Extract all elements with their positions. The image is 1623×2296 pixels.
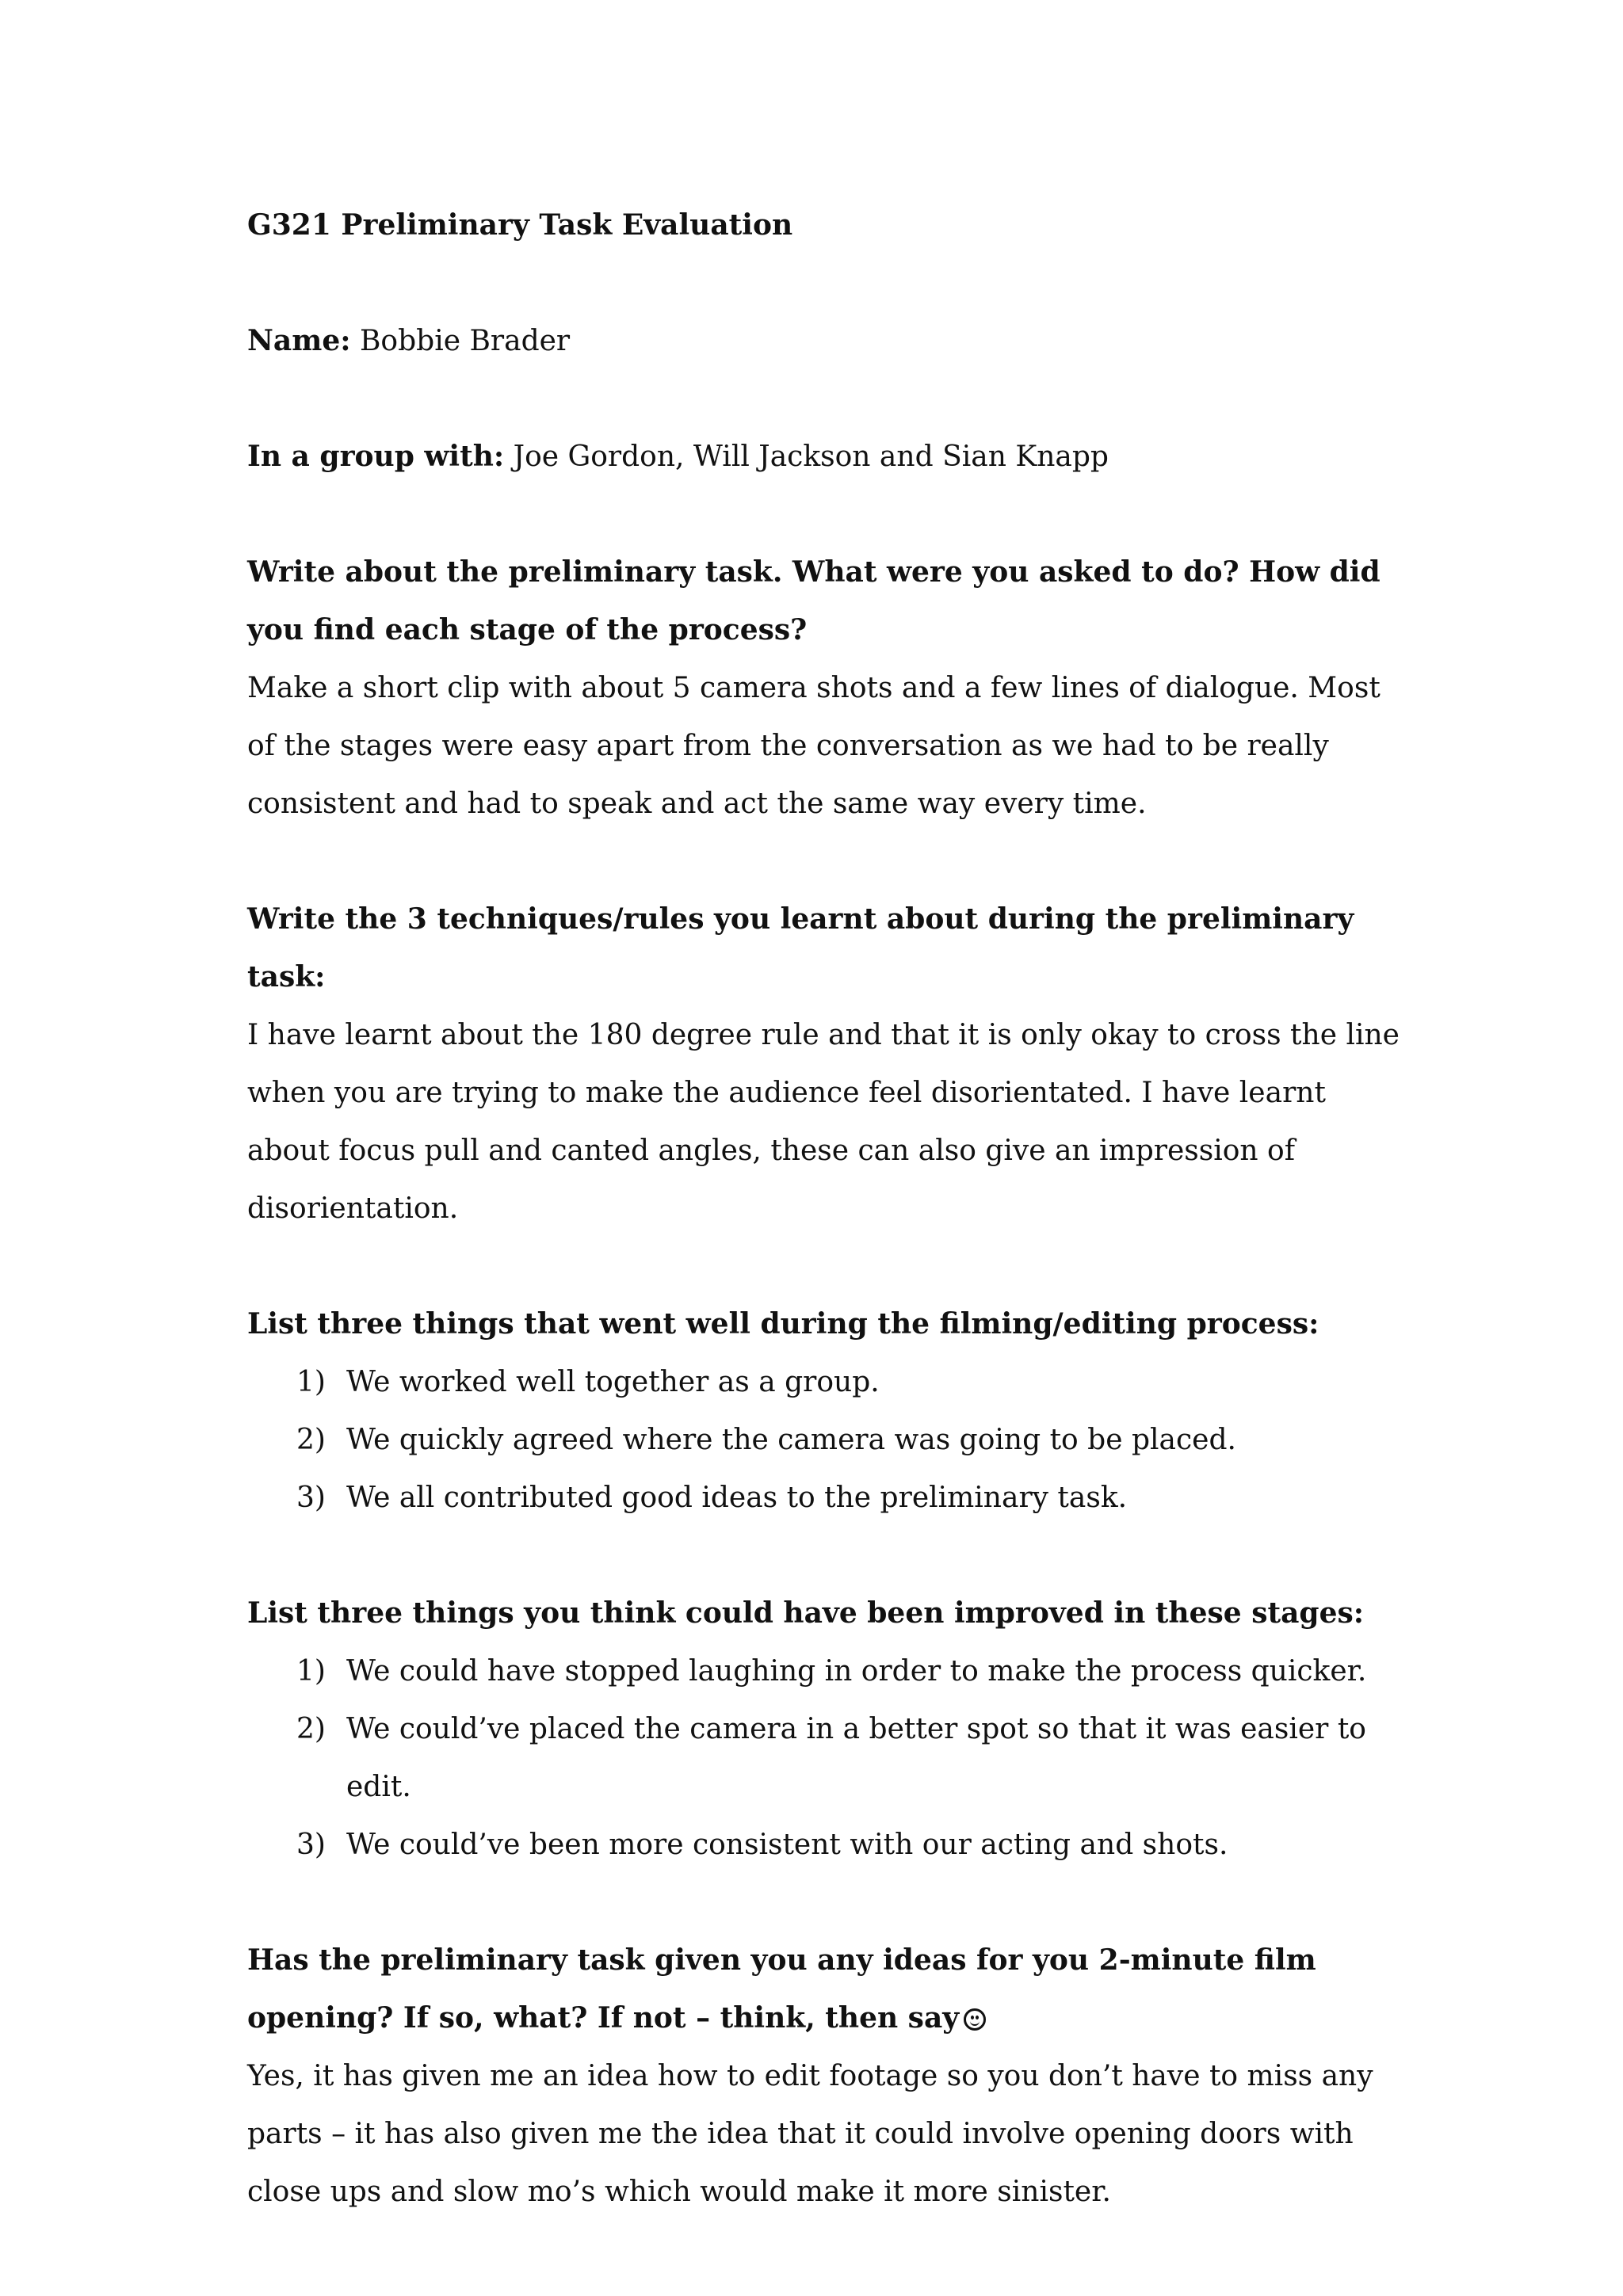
section-improvements	[247, 1585, 1404, 1874]
list-item	[247, 1411, 1404, 1469]
group-value: Joe Gordon, Will Jackson and Sian Knapp	[504, 441, 1109, 473]
list-item-text: We could have stopped laughing in order to make the process quicker.	[346, 1655, 1367, 1688]
section-question: Write the 3 techniques/rules you learnt about during the preliminary task:	[247, 902, 1354, 994]
section-question-line	[247, 1932, 1404, 2047]
list-item-number: 1)	[296, 1366, 326, 1398]
evaluation-document	[247, 196, 1404, 2221]
list-item	[247, 1642, 1404, 1700]
document-title: G321 Preliminary Task Evaluation	[247, 208, 793, 242]
list-item	[247, 1469, 1404, 1527]
smiley-face-icon	[964, 2008, 986, 2031]
section-question: List three things that went well during the filming/editing process:	[247, 1307, 1319, 1341]
section-question: Write about the preliminary task. What were you asked to do? How did you find each stage of the process?	[247, 555, 1381, 646]
name-line	[247, 312, 1404, 370]
list-item-number: 3)	[296, 1829, 326, 1861]
improvements-list	[247, 1642, 1404, 1874]
section-went-well	[247, 1295, 1404, 1527]
list-item-text: We worked well together as a group.	[346, 1366, 880, 1398]
name-label: Name:	[247, 324, 351, 357]
list-item	[247, 1700, 1404, 1816]
list-item-number: 1)	[296, 1655, 326, 1688]
went-well-list	[247, 1353, 1404, 1527]
list-item-number: 2)	[296, 1713, 326, 1745]
group-label: In a group with:	[247, 440, 505, 473]
list-item-text: We could’ve been more consistent with our acting and shots.	[346, 1829, 1228, 1861]
section-question: Has the preliminary task given you any ideas for you 2-minute film opening? If so, what? If not – think, then say	[247, 1943, 1316, 2035]
list-item	[247, 1353, 1404, 1411]
list-item-text: We quickly agreed where the camera was going to be placed.	[346, 1424, 1236, 1456]
section-answer: I have learnt about the 180 degree rule and that it is only okay to cross the line when you are trying to make the audience feel disorientated. I have learnt about focus pull and canted angles, these can also give an impression of disorientation.	[247, 1019, 1400, 1225]
section-techniques	[247, 891, 1404, 1238]
section-answer: Yes, it has given me an idea how to edit footage so you don’t have to miss any parts – it has also given me the idea that it could involve opening doors with close ups and slow mo’s which would make it more sinister.	[247, 2060, 1373, 2208]
section-film-ideas	[247, 1932, 1404, 2221]
list-item-text: We could’ve placed the camera in a better spot so that it was easier to edit.	[346, 1713, 1366, 1803]
group-line	[247, 428, 1404, 486]
list-item-number: 2)	[296, 1424, 326, 1456]
section-preliminary-task	[247, 543, 1404, 833]
list-item	[247, 1816, 1404, 1874]
list-item-text: We all contributed good ideas to the preliminary task.	[346, 1482, 1128, 1514]
section-question: List three things you think could have been improved in these stages:	[247, 1596, 1365, 1630]
list-item-number: 3)	[296, 1482, 326, 1514]
name-value: Bobbie Brader	[350, 325, 571, 357]
section-answer: Make a short clip with about 5 camera shots and a few lines of dialogue. Most of the stages were easy apart from the conversation as we had to be really consistent and had to speak and act the same way every time.	[247, 672, 1381, 820]
